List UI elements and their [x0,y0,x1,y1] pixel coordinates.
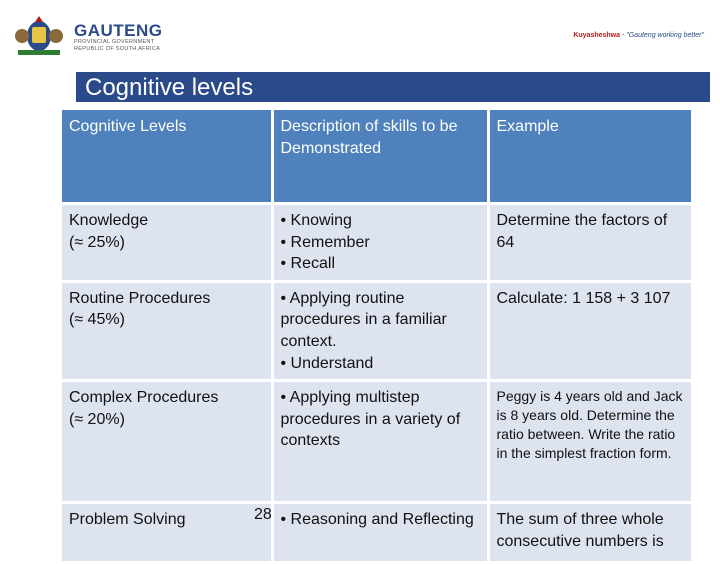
brand-subtitle-2: REPUBLIC OF SOUTH AFRICA [74,46,161,52]
skill-item: • Knowing [280,212,352,229]
level-cell [62,281,272,380]
brand-name: GAUTENG [74,21,163,40]
level-weight: (≈ 25%) [69,233,125,251]
level-cell [62,381,272,503]
level-cell [62,204,272,282]
skill-item: • Recall [280,255,336,273]
tagline-quote: "Gauteng working better" [626,32,704,39]
skills-cell [272,381,488,503]
tagline-separator: - [620,32,627,39]
header-description: Description of skills to be Demonstrated [272,110,488,204]
level-weight: (≈ 45%) [69,311,125,329]
table-row [62,204,692,282]
table-row [62,503,692,563]
skill-item: • Remember [280,233,370,251]
table-header-row [62,110,692,204]
brand [74,22,163,53]
tagline [573,32,704,39]
page-number: 28 [254,506,272,523]
example-cell: Determine the factors of 64 [488,204,692,282]
header-example: Example [488,110,692,204]
header [0,0,720,70]
table-row [62,281,692,380]
level-name: Knowledge [69,212,149,229]
skill-item: • Applying multistep procedures in a variety of contexts [280,389,461,450]
level-name: Problem Solving [69,511,186,529]
skill-item: • Applying routine procedures in a familiar context. [280,289,447,350]
skill-item: • Understand [280,354,374,372]
gauteng-coat-of-arms-icon [10,10,68,58]
level-name: Complex Procedures [69,389,219,407]
tagline-keyword: Kuyasheshwa [573,32,621,39]
table-row [62,381,692,503]
cognitive-levels-table [62,110,694,564]
level-name: Routine Procedures [69,289,211,307]
header-cognitive-levels: Cognitive Levels [62,110,272,204]
slide-title: Cognitive levels [76,72,710,102]
level-cell [62,503,272,563]
brand-subtitle-1: PROVINCIAL GOVERNMENT [74,39,155,45]
example-cell: Calculate: 1 158 + 3 107 [488,281,692,380]
example-cell: Peggy is 4 years old and Jack is 8 years old. Determine the ratio between. Write the ratio in the simplest fraction form. [488,381,692,503]
skills-cell [272,204,488,282]
level-weight: (≈ 20%) [69,410,125,428]
skills-cell [272,281,488,380]
skills-cell [272,503,488,563]
example-cell: The sum of three whole consecutive numbers is [488,503,692,563]
skill-item: • Reasoning and Reflecting [280,511,474,529]
